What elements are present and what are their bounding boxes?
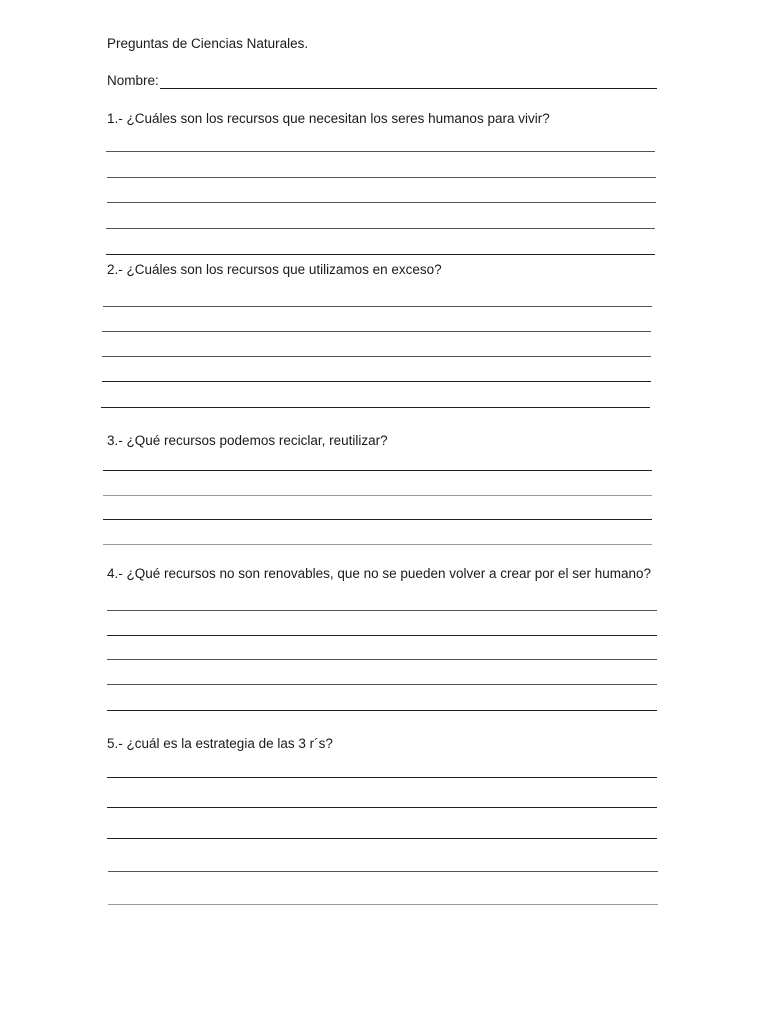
answer-line[interactable] <box>101 407 650 408</box>
answer-line[interactable] <box>103 306 652 307</box>
question-5: 5.- ¿cuál es la estrategia de las 3 r´s? <box>107 736 333 751</box>
answer-line[interactable] <box>102 381 651 382</box>
answer-line[interactable] <box>107 635 657 636</box>
answer-line[interactable] <box>103 519 652 520</box>
question-2: 2.- ¿Cuáles son los recursos que utilizamos en exceso? <box>107 262 442 277</box>
answer-line[interactable] <box>106 254 655 255</box>
answer-line[interactable] <box>106 228 655 229</box>
answer-line[interactable] <box>103 470 652 471</box>
answer-line[interactable] <box>107 838 657 839</box>
answer-line[interactable] <box>102 331 651 332</box>
worksheet-title: Preguntas de Ciencias Naturales. <box>107 36 309 51</box>
answer-line[interactable] <box>107 202 656 203</box>
question-1: 1.- ¿Cuáles son los recursos que necesitan los seres humanos para vivir? <box>107 111 550 126</box>
answer-line[interactable] <box>107 777 657 778</box>
answer-line[interactable] <box>103 495 652 496</box>
answer-line[interactable] <box>103 544 652 545</box>
answer-line[interactable] <box>107 807 657 808</box>
question-3: 3.- ¿Qué recursos podemos reciclar, reutilizar? <box>107 433 388 448</box>
answer-line[interactable] <box>107 710 657 711</box>
answer-line[interactable] <box>108 871 658 872</box>
name-label: Nombre: <box>107 73 159 88</box>
name-blank-line[interactable] <box>160 75 657 89</box>
name-field[interactable] <box>107 73 657 89</box>
answer-line[interactable] <box>107 610 657 611</box>
answer-line[interactable] <box>107 177 656 178</box>
answer-line[interactable] <box>102 356 651 357</box>
answer-line[interactable] <box>108 904 658 905</box>
answer-line[interactable] <box>107 659 657 660</box>
answer-line[interactable] <box>107 684 657 685</box>
answer-line[interactable] <box>106 151 655 152</box>
question-4: 4.- ¿Qué recursos no son renovables, que no se pueden volver a crear por el ser humano? <box>107 566 652 581</box>
